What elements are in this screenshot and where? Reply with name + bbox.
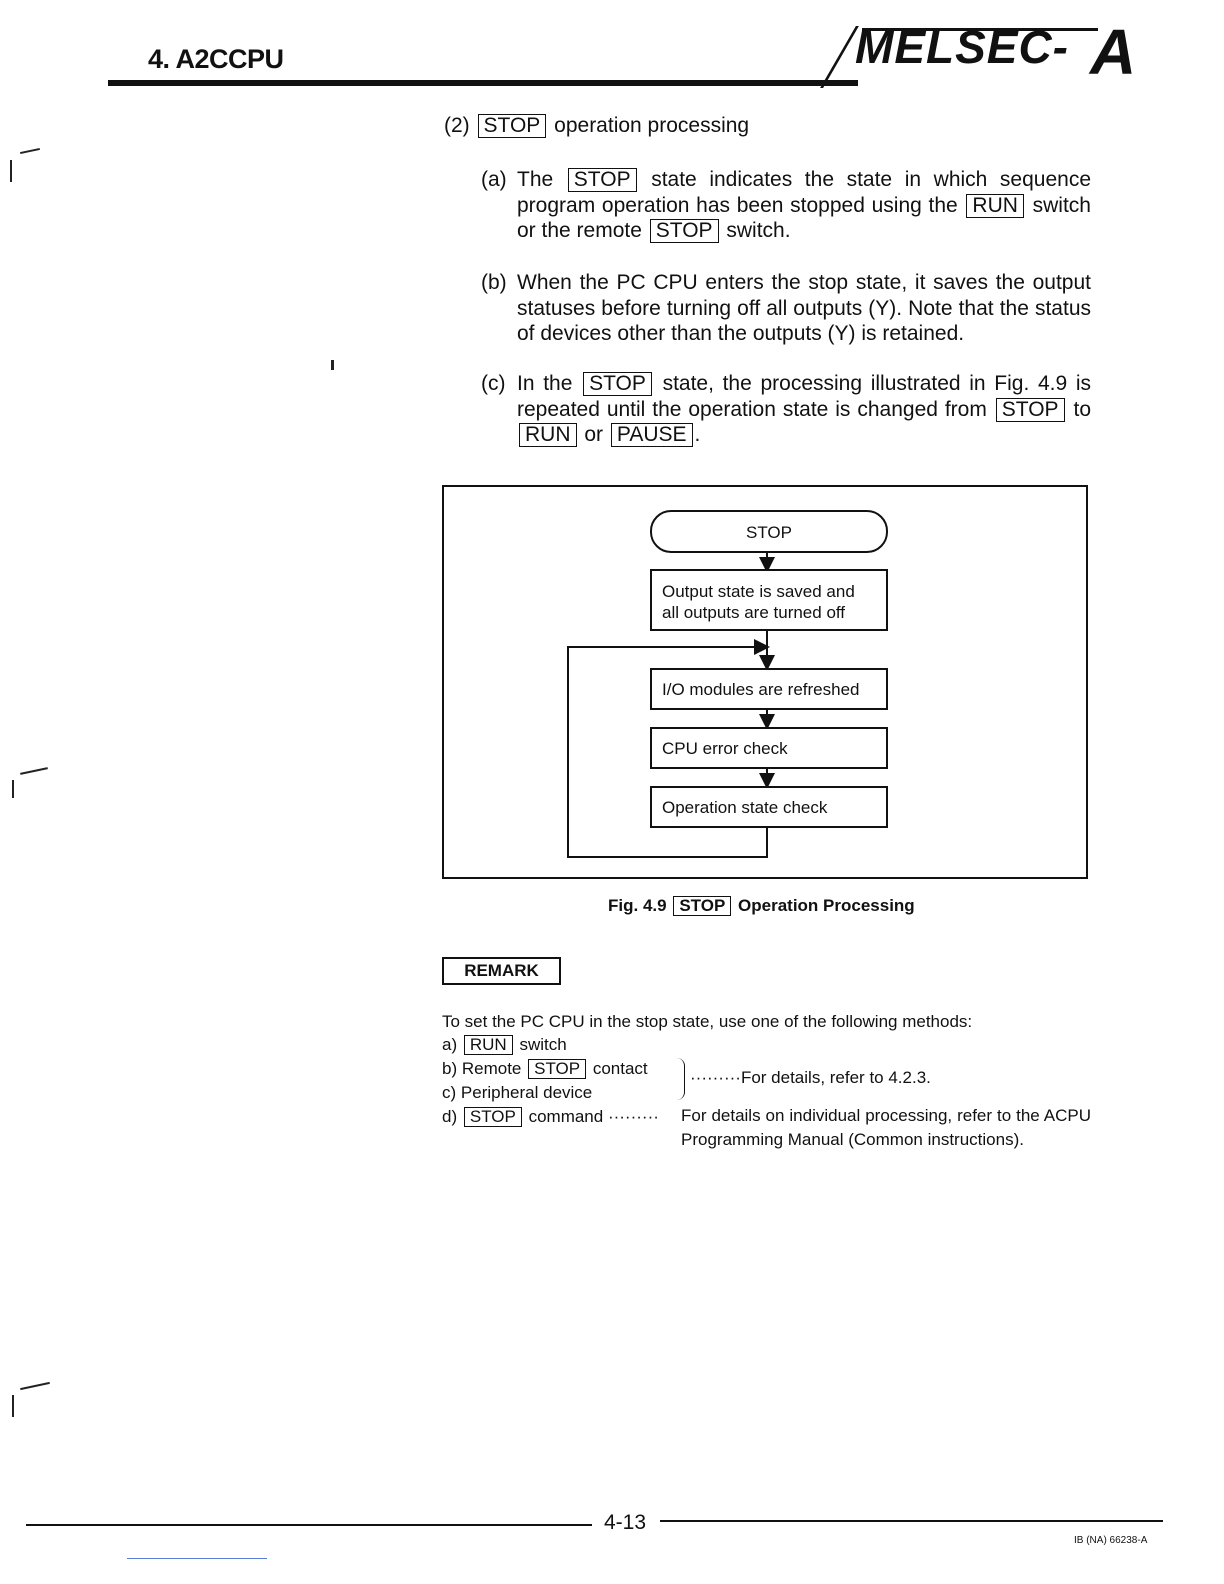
- paragraph-label: (b): [481, 271, 507, 294]
- brand-logo: MELSEC-: [855, 21, 1069, 73]
- remark-item-text: command: [528, 1107, 604, 1126]
- scan-artifact-line: [127, 1558, 267, 1559]
- remark-brace: [676, 1058, 685, 1100]
- key-stop: STOP: [673, 896, 731, 916]
- paragraph-text: switch or the remote: [517, 193, 1091, 242]
- key-run: RUN: [519, 423, 577, 447]
- remark-item-text: switch: [519, 1035, 567, 1054]
- flowchart-step-4-label: Operation state check: [662, 798, 828, 817]
- paragraph-text: The: [517, 168, 554, 191]
- page-number: 4-13: [604, 1511, 647, 1534]
- remark-label: REMARK: [442, 957, 561, 985]
- paragraph-text: or: [584, 423, 604, 446]
- paragraph-label: (c): [481, 372, 506, 395]
- flowchart-terminal-label: STOP: [746, 523, 792, 542]
- section-number: (2): [444, 114, 470, 137]
- paragraph-label: (a): [481, 168, 507, 191]
- remark-intro: To set the PC CPU in the stop state, use one of the following methods:: [442, 1012, 973, 1031]
- remark-item-label: c): [442, 1083, 457, 1102]
- remark-item-d: [442, 1105, 659, 1129]
- figure-caption-title: Operation Processing: [738, 896, 915, 915]
- key-run: RUN: [464, 1035, 513, 1055]
- remark-item-text: Remote: [461, 1059, 522, 1078]
- key-pause: PAUSE: [611, 423, 693, 447]
- key-stop: STOP: [464, 1107, 522, 1127]
- paragraph-text: to: [1073, 397, 1091, 421]
- remark-note-bc: ·········For details, refer to 4.2.3.: [690, 1068, 931, 1087]
- remark-item-text: Peripheral device: [460, 1083, 593, 1102]
- paragraph-text: .: [694, 423, 701, 446]
- key-stop: STOP: [528, 1059, 586, 1079]
- remark-item-c: [442, 1081, 592, 1105]
- figure-caption-prefix: Fig. 4.9: [608, 896, 667, 915]
- paragraph-text: In the: [517, 372, 573, 395]
- key-stop: STOP: [996, 398, 1065, 422]
- paragraph-text: state indicates the state in which sequence program operation has been stopped using the: [517, 168, 1092, 217]
- document-code: IB (NA) 66238-A: [1074, 1535, 1148, 1546]
- paragraph-text: switch.: [726, 219, 791, 242]
- key-stop: STOP: [650, 219, 719, 243]
- key-stop: STOP: [568, 168, 637, 192]
- section-title-text: operation processing: [554, 114, 750, 137]
- figure-caption: [608, 896, 915, 916]
- flowchart-step-1-line1: Output state is saved and: [662, 582, 855, 601]
- paragraph-text: state, the processing illustrated in Fig. 4.9 is repeated until the operation state is changed from: [517, 372, 1091, 421]
- remark-note-d: For details on individual processing, refer to the ACPU Programming Manual (Common instructions).: [681, 1106, 1091, 1149]
- key-stop: STOP: [478, 114, 547, 138]
- footer-rule: [26, 1524, 592, 1526]
- paragraph-text: When the PC CPU enters the stop state, it saves the output statuses before turning off all outputs (Y). Note that the status of devices other than the outputs (Y) is retained.: [517, 271, 1091, 345]
- remark-item-b: [442, 1057, 648, 1081]
- remark-item-label: a): [442, 1035, 458, 1054]
- flowchart-step-2-label: I/O modules are refreshed: [662, 680, 860, 699]
- brand-logo-a: A: [1090, 16, 1137, 88]
- chapter-title: 4. A2CCPU: [148, 44, 284, 74]
- flowchart-step-1-line2: all outputs are turned off: [662, 603, 846, 622]
- key-stop: STOP: [583, 372, 652, 396]
- footer-rule: [660, 1520, 1163, 1522]
- remark-item-label: d): [442, 1107, 458, 1126]
- remark-item-label: b): [442, 1059, 458, 1078]
- remark-item-a: [442, 1033, 567, 1057]
- remark-leader-dots: ·········: [607, 1107, 659, 1126]
- flowchart-step-3-label: CPU error check: [662, 739, 788, 758]
- key-run: RUN: [966, 194, 1024, 218]
- remark-item-text: contact: [592, 1059, 648, 1078]
